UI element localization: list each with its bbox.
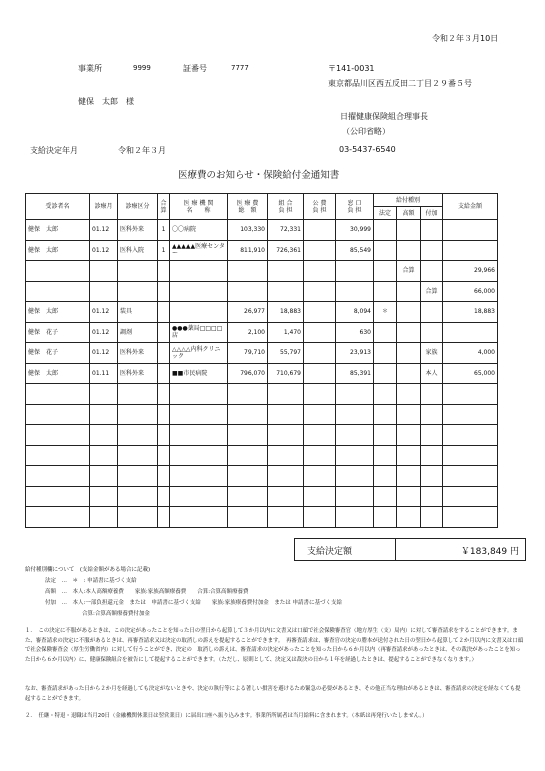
cell-statutory <box>374 343 397 364</box>
cell-union: 72,331 <box>268 220 304 241</box>
table-row <box>26 363 498 384</box>
benefit-table <box>25 193 498 528</box>
cell-union <box>268 466 304 487</box>
cell-month: 01.12 <box>90 343 118 364</box>
cell-patient <box>26 384 90 405</box>
cell-high <box>397 281 421 302</box>
cell-patient <box>26 425 90 446</box>
cell-category <box>118 404 158 425</box>
total-box <box>294 538 526 561</box>
cell-window: 23,913 <box>336 343 374 364</box>
header-month: 診療月 <box>90 194 118 220</box>
cell-union <box>268 404 304 425</box>
cell-statutory <box>374 240 397 261</box>
cert-number: 7777 <box>231 64 249 72</box>
cell-amount <box>443 445 498 466</box>
cell-patient: 健保 太郎 <box>26 302 90 323</box>
cell-public <box>304 322 336 343</box>
cell-patient: 健保 太郎 <box>26 240 90 261</box>
cell-public <box>304 261 336 282</box>
cell-high <box>397 404 421 425</box>
table-row <box>26 404 498 425</box>
notes-statutory: 法定 … ＊ : 申請書に基づく支給 <box>45 578 137 584</box>
header-benefit-type: 給付種別 <box>374 194 443 207</box>
header-count: 合 算 <box>158 194 170 220</box>
cell-patient <box>26 281 90 302</box>
cell-total: 103,330 <box>228 220 268 241</box>
table-row <box>26 486 498 507</box>
table-row <box>26 281 498 302</box>
header-union-burden: 組 合 負 担 <box>268 194 304 220</box>
cell-category <box>118 425 158 446</box>
cell-add: 合算 <box>421 281 443 302</box>
header-facility: 医 療 機 関 名 称 <box>170 194 228 220</box>
cell-count <box>158 363 170 384</box>
cell-statutory <box>374 425 397 446</box>
header-patient: 受診者名 <box>26 194 90 220</box>
cell-amount: 4,000 <box>443 343 498 364</box>
cell-window <box>336 404 374 425</box>
cell-window <box>336 281 374 302</box>
cell-public <box>304 466 336 487</box>
cell-category <box>118 384 158 405</box>
cell-union <box>268 486 304 507</box>
cell-add <box>421 322 443 343</box>
cell-statutory <box>374 507 397 528</box>
cell-count <box>158 384 170 405</box>
notes-addition-2: 合算:合算高額療養費付加金 <box>82 611 150 617</box>
cell-union <box>268 507 304 528</box>
cell-month <box>90 404 118 425</box>
cell-public <box>304 384 336 405</box>
cell-add <box>421 384 443 405</box>
table-row <box>26 261 498 282</box>
table-row <box>26 322 498 343</box>
cell-facility <box>170 384 228 405</box>
cell-facility <box>170 466 228 487</box>
cell-add <box>421 404 443 425</box>
cell-high <box>397 322 421 343</box>
table-row <box>26 445 498 466</box>
cell-window <box>336 486 374 507</box>
table-row <box>26 240 498 261</box>
cell-total: 2,100 <box>228 322 268 343</box>
cell-high <box>397 240 421 261</box>
cell-window: 85,549 <box>336 240 374 261</box>
cell-count <box>158 322 170 343</box>
recipient-name: 健保 太郎 様 <box>78 97 134 106</box>
transfer-paragraph: ２． 任継・特退・退職は当月20日（金融機関休業日は翌営業日）に届出口座へ振り込みます。事業所所属者は当月給料に含まれます。（本紙は再発行いたしません。） <box>25 713 428 719</box>
cell-month: 01.11 <box>90 363 118 384</box>
cell-facility <box>170 507 228 528</box>
cell-month <box>90 486 118 507</box>
cell-month <box>90 281 118 302</box>
cell-patient <box>26 507 90 528</box>
cell-count <box>158 486 170 507</box>
cell-window <box>336 507 374 528</box>
cell-total <box>228 445 268 466</box>
cell-public <box>304 445 336 466</box>
insurer-name: 日擢健康保険組合理事長 <box>340 112 428 121</box>
cell-union <box>268 445 304 466</box>
cell-window: 630 <box>336 322 374 343</box>
cell-facility <box>170 486 228 507</box>
cell-window <box>336 425 374 446</box>
cell-public <box>304 404 336 425</box>
cell-window <box>336 261 374 282</box>
cert-label: 証番号 <box>183 64 207 73</box>
header-statutory: 法定 <box>374 207 397 220</box>
cell-facility: ▲▲▲▲▲医療センター <box>170 240 228 261</box>
header-category: 診療区分 <box>118 194 158 220</box>
cell-count: 1 <box>158 220 170 241</box>
cell-union <box>268 281 304 302</box>
cell-category: 医科入院 <box>118 240 158 261</box>
cell-union: 1,470 <box>268 322 304 343</box>
cell-high <box>397 507 421 528</box>
cell-statutory: ＊ <box>374 302 397 323</box>
cell-facility <box>170 302 228 323</box>
table-row <box>26 507 498 528</box>
cell-add: 家族 <box>421 343 443 364</box>
cell-total <box>228 281 268 302</box>
cell-add <box>421 302 443 323</box>
cell-window: 85,391 <box>336 363 374 384</box>
cell-month: 01.12 <box>90 240 118 261</box>
notes-heading: 給付種別欄について (支給金額がある場合に記載) <box>25 567 151 573</box>
cell-count <box>158 281 170 302</box>
cell-statutory <box>374 363 397 384</box>
cell-amount: 66,000 <box>443 281 498 302</box>
cell-patient: 健保 花子 <box>26 343 90 364</box>
cell-patient <box>26 486 90 507</box>
cell-amount <box>443 220 498 241</box>
cell-add <box>421 445 443 466</box>
cell-patient: 健保 太郎 <box>26 363 90 384</box>
cell-statutory <box>374 466 397 487</box>
cell-high <box>397 363 421 384</box>
postal-code: 〒141-0031 <box>328 64 375 73</box>
cell-high <box>397 302 421 323</box>
cell-add <box>421 261 443 282</box>
cell-high <box>397 466 421 487</box>
cell-public <box>304 220 336 241</box>
cell-category <box>118 281 158 302</box>
cell-category <box>118 486 158 507</box>
cell-patient <box>26 445 90 466</box>
cell-statutory <box>374 322 397 343</box>
cell-amount: 65,000 <box>443 363 498 384</box>
cell-category <box>118 261 158 282</box>
cell-total <box>228 466 268 487</box>
cell-statutory <box>374 486 397 507</box>
cell-count <box>158 425 170 446</box>
cell-category <box>118 466 158 487</box>
table-header-row <box>26 194 498 207</box>
appeal-paragraph-note: なお、審査請求があった日から２か月を経過しても決定がないときや、決定の執行等による著しい損害を避けるため緊急の必要があるとき、その他正当な理由があるときは、審査請求の決定を経なくても提起することができます。 <box>25 686 521 702</box>
cell-high <box>397 343 421 364</box>
table-row <box>26 466 498 487</box>
notes-high-cost: 高額 … 本人:本人高額療養費 家族:家族高額療養費 合算:合算高額療養費 <box>45 589 249 595</box>
cell-month: 01.12 <box>90 322 118 343</box>
cell-category: 医科外来 <box>118 343 158 364</box>
office-number: 9999 <box>133 64 151 72</box>
cell-high <box>397 486 421 507</box>
cell-facility <box>170 445 228 466</box>
cell-add <box>421 507 443 528</box>
cell-amount: 18,883 <box>443 302 498 323</box>
payment-decision-value: 令和２年３月 <box>118 146 166 155</box>
cell-month <box>90 507 118 528</box>
cell-union <box>268 425 304 446</box>
cell-public <box>304 302 336 323</box>
cell-total <box>228 404 268 425</box>
cell-patient: 健保 花子 <box>26 322 90 343</box>
cell-statutory <box>374 281 397 302</box>
cell-count: 1 <box>158 240 170 261</box>
seal-omitted: （公印省略） <box>342 127 390 136</box>
cell-window <box>336 466 374 487</box>
cell-patient <box>26 261 90 282</box>
cell-union <box>268 261 304 282</box>
cell-count <box>158 445 170 466</box>
cell-amount <box>443 466 498 487</box>
cell-count <box>158 261 170 282</box>
header-window-burden: 窓 口 負 担 <box>336 194 374 220</box>
header-public-burden: 公 費 負 担 <box>304 194 336 220</box>
table-row <box>26 425 498 446</box>
cell-add: 本人 <box>421 363 443 384</box>
cell-public <box>304 486 336 507</box>
cell-month <box>90 384 118 405</box>
cell-public <box>304 281 336 302</box>
cell-add <box>421 425 443 446</box>
cell-add <box>421 466 443 487</box>
cell-facility: 〇〇病院 <box>170 220 228 241</box>
cell-month: 01.12 <box>90 302 118 323</box>
cell-high: 合算 <box>397 261 421 282</box>
cell-total: 26,977 <box>228 302 268 323</box>
cell-add <box>421 240 443 261</box>
cell-amount <box>443 404 498 425</box>
cell-amount <box>443 322 498 343</box>
cell-window: 8,094 <box>336 302 374 323</box>
cell-union: 710,679 <box>268 363 304 384</box>
cell-statutory <box>374 261 397 282</box>
issue-date: 令和２年３月10日 <box>432 34 499 43</box>
cell-count <box>158 343 170 364</box>
total-value: ￥183,849 円 <box>460 547 519 557</box>
cell-category <box>118 445 158 466</box>
table-row <box>26 343 498 364</box>
cell-total <box>228 507 268 528</box>
document-title: 医療費のお知らせ・保険給付金通知書 <box>178 170 340 181</box>
cell-facility: △△△△内科クリニック <box>170 343 228 364</box>
cell-amount <box>443 486 498 507</box>
cell-total <box>228 261 268 282</box>
cell-month <box>90 445 118 466</box>
cell-high <box>397 220 421 241</box>
table-row <box>26 220 498 241</box>
cell-facility <box>170 261 228 282</box>
cell-count <box>158 507 170 528</box>
cell-statutory <box>374 220 397 241</box>
cell-total: 79,710 <box>228 343 268 364</box>
header-high-cost: 高額 <box>397 207 421 220</box>
cell-facility <box>170 404 228 425</box>
cell-count <box>158 404 170 425</box>
cell-total <box>228 384 268 405</box>
cell-amount <box>443 507 498 528</box>
cell-public <box>304 425 336 446</box>
total-divider <box>395 539 396 560</box>
cell-add <box>421 220 443 241</box>
cell-category: 装具 <box>118 302 158 323</box>
cell-count <box>158 466 170 487</box>
cell-category: 医科外来 <box>118 220 158 241</box>
cell-amount <box>443 425 498 446</box>
appeal-paragraph: １． この決定に不服があるときは、この決定があったことを知った日の翌日から起算して３か月以内に文書又は口頭で社会保険審査官（地方厚生（支）局内）に対して審査請求をすることができます。また、審査請求の決定に不服があるときは、再審査請求又は決定の取消しの訴えを提起することができます。 再審査請求は、審査官の決定の謄本が送付された日の翌日から起算して２か月以内に文書又は口頭で社会保険審査会（厚生労働省内）に対して行うことができ、決定の 取消しの訴えは、審査請求の決定があったことを知った日から６か月以内（再審査請求があったときは、その裁決があったことを知った日から６か月以内）に、健康保険組合を被告にして提起することができます。（ただし、原則として、決定又は裁決の日から１年を経過したときは、提起することができなくなります。） <box>25 628 524 663</box>
cell-total <box>228 425 268 446</box>
cell-month: 01.12 <box>90 220 118 241</box>
cell-facility <box>170 281 228 302</box>
cell-union: 55,797 <box>268 343 304 364</box>
cell-category: 医科外来 <box>118 363 158 384</box>
cell-window <box>336 445 374 466</box>
cell-union: 18,883 <box>268 302 304 323</box>
cell-patient: 健保 太郎 <box>26 220 90 241</box>
cell-category <box>118 507 158 528</box>
phone-number: 03-5437-6540 <box>339 145 396 154</box>
cell-total: 796,070 <box>228 363 268 384</box>
cell-month <box>90 261 118 282</box>
cell-facility <box>170 425 228 446</box>
cell-facility: ●●●薬局□□□□店 <box>170 322 228 343</box>
cell-window: 30,999 <box>336 220 374 241</box>
cell-public <box>304 507 336 528</box>
cell-patient <box>26 404 90 425</box>
payment-decision-label: 支給決定年月 <box>30 146 78 155</box>
cell-public <box>304 240 336 261</box>
notes-addition-1: 付加 … 本人:一部負担還元金 または 申請書に基づく支給 家族:家族療養費付加金 または 申請書に基づく支給 <box>45 600 342 606</box>
cell-high <box>397 445 421 466</box>
cell-public <box>304 343 336 364</box>
cell-total <box>228 486 268 507</box>
cell-amount: 29,966 <box>443 261 498 282</box>
cell-statutory <box>374 445 397 466</box>
cell-month <box>90 425 118 446</box>
cell-high <box>397 425 421 446</box>
office-label: 事業所 <box>78 64 102 73</box>
cell-high <box>397 384 421 405</box>
header-payment-amount: 支給金額 <box>443 194 498 220</box>
header-addition: 付加 <box>421 207 443 220</box>
cell-month <box>90 466 118 487</box>
cell-statutory <box>374 384 397 405</box>
table-row <box>26 302 498 323</box>
total-label: 支給決定額 <box>307 547 353 557</box>
cell-window <box>336 384 374 405</box>
address: 東京都品川区西五反田二丁目２９番５号 <box>328 79 472 88</box>
cell-facility: ■■市民病院 <box>170 363 228 384</box>
cell-count <box>158 302 170 323</box>
cell-statutory <box>374 404 397 425</box>
cell-add <box>421 486 443 507</box>
cell-total: 811,910 <box>228 240 268 261</box>
table-row <box>26 384 498 405</box>
cell-public <box>304 363 336 384</box>
cell-patient <box>26 466 90 487</box>
cell-category: 調剤 <box>118 322 158 343</box>
cell-union: 726,361 <box>268 240 304 261</box>
header-total-medical: 医 療 費 総 額 <box>228 194 268 220</box>
cell-amount <box>443 384 498 405</box>
cell-amount <box>443 240 498 261</box>
cell-union <box>268 384 304 405</box>
